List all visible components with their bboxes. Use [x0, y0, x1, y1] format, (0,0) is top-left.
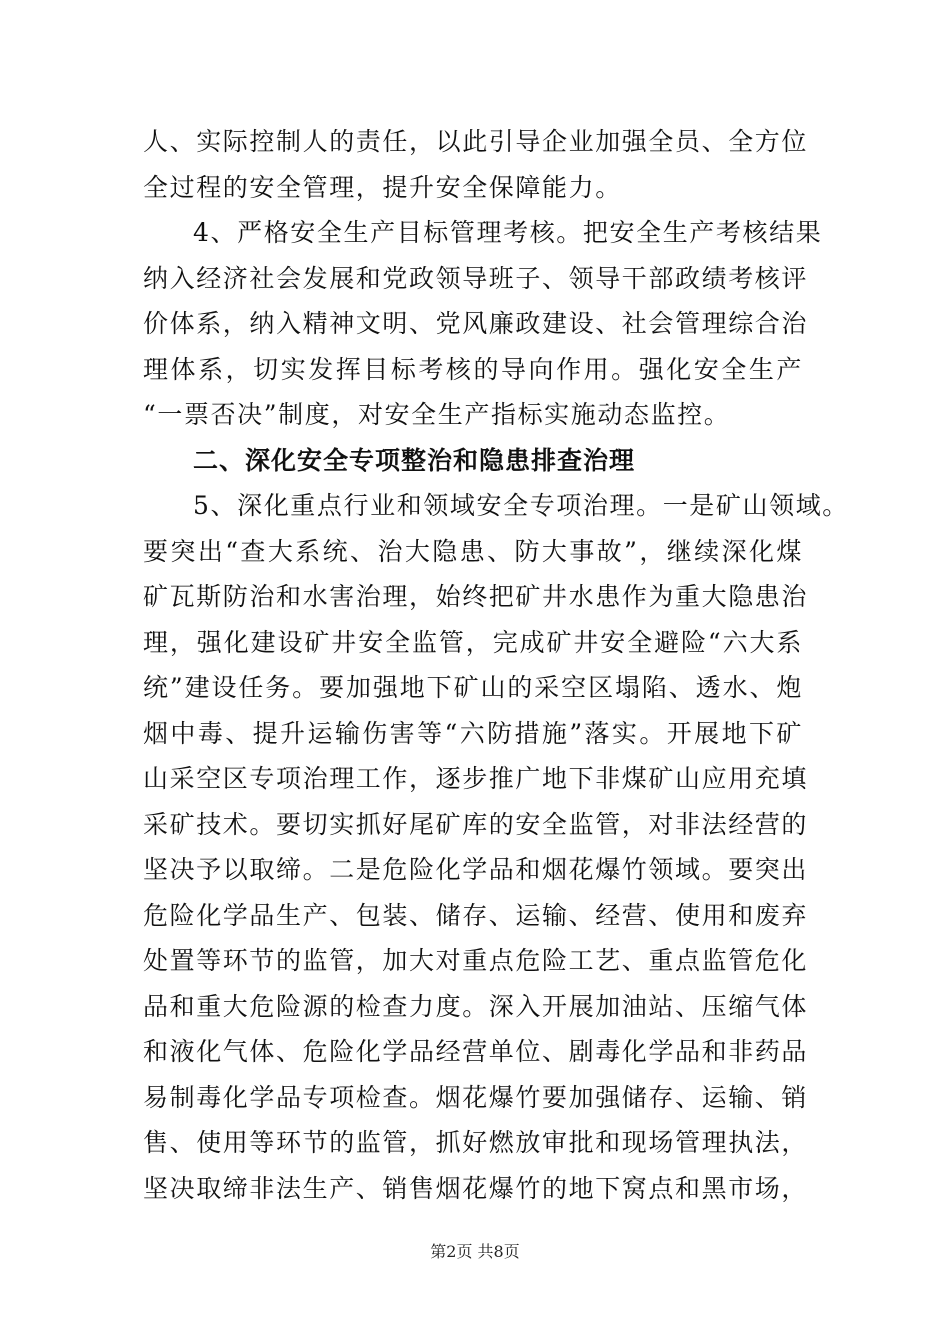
text-line: 全过程的安全管理，提升安全保障能力。	[143, 172, 622, 202]
section-heading: 二、深化安全专项整治和隐患排查治理	[193, 445, 636, 475]
text-line: 人、实际控制人的责任，以此引导企业加强全员、全方位	[143, 127, 809, 156]
text-line: 5、深化重点行业和领域安全专项治理。一是矿山领域。	[193, 491, 849, 520]
text-line: 要突出“查大系统、治大隐患、防大事故”，继续深化煤	[143, 536, 803, 566]
text-line: “一票否决”制度，对安全生产指标实施动态监控。	[143, 400, 731, 429]
text-line: 品和重大危险源的检查力度。深入开展加油站、压缩气体	[143, 991, 809, 1021]
text-line: 坚决予以取缔。二是危险化学品和烟花爆竹领域。要突出	[143, 855, 809, 884]
text-line: 处置等环节的监管，加大对重点危险工艺、重点监管危化	[143, 946, 809, 975]
text-line: 坚决取缔非法生产、销售烟花爆竹的地下窝点和黑市场，	[143, 1173, 809, 1203]
text-line: 纳入经济社会发展和党政领导班子、领导干部政绩考核评	[143, 263, 809, 293]
page-number: 第2页 共8页	[430, 1242, 520, 1261]
text-line: 危险化学品生产、包装、储存、运输、经营、使用和废弃	[143, 900, 809, 930]
text-line: 采矿技术。要切实抓好尾矿库的安全监管，对非法经营的	[143, 809, 809, 839]
text-line: 售、使用等环节的监管，抓好燃放审批和现场管理执法，	[143, 1128, 809, 1157]
text-line: 山采空区专项治理工作，逐步推广地下非煤矿山应用充填	[143, 764, 809, 793]
text-line: 统”建设任务。要加强地下矿山的采空区塌陷、透水、炮	[143, 673, 803, 702]
text-line: 理体系，切实发挥目标考核的导向作用。强化安全生产	[143, 354, 803, 384]
text-line: 烟中毒、提升运输伤害等“六防措施”落实。开展地下矿	[143, 718, 803, 748]
document-body	[143, 119, 849, 1211]
text-line: 易制毒化学品专项检查。烟花爆竹要加强储存、运输、销	[143, 1082, 809, 1112]
text-line: 理，强化建设矿井安全监管，完成矿井安全避险“六大系	[143, 627, 803, 657]
text-line: 价体系，纳入精神文明、党风廉政建设、社会管理综合治	[143, 309, 809, 338]
text-line: 和液化气体、危险化学品经营单位、剧毒化学品和非药品	[143, 1037, 809, 1066]
text-line: 4、严格安全生产目标管理考核。把安全生产考核结果	[193, 218, 823, 247]
text-line: 矿瓦斯防治和水害治理，始终把矿井水患作为重大隐患治	[143, 582, 809, 611]
